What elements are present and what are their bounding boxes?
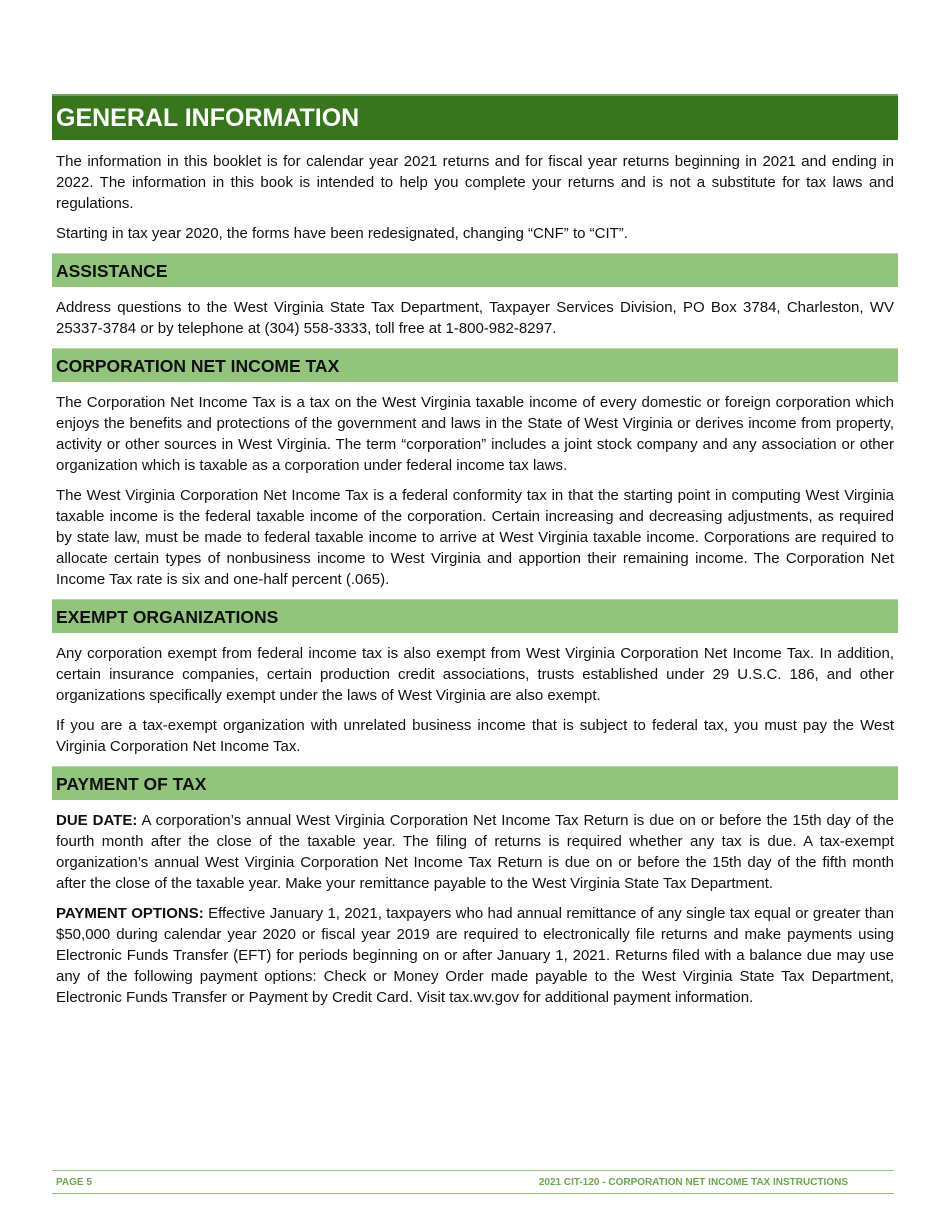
document-title-footer: 2021 CIT-120 - CORPORATION NET INCOME TAX INSTRUCTIONS <box>538 1177 848 1188</box>
due-date-paragraph <box>52 810 898 894</box>
document-page <box>52 94 898 1008</box>
cnit-paragraph-1: The Corporation Net Income Tax is a tax on the West Virginia taxable income of every domestic or foreign corporation which enjoys the benefits and protections of the government and laws in the State of West Virginia or derives income from property, activity or other sources in West Virginia. The term “corporation” includes a joint stock company and any association or other organization which is taxable as a corporation under federal income tax laws. <box>56 394 894 474</box>
payment-options-paragraph <box>52 903 898 1008</box>
page-number: PAGE 5 <box>56 1177 92 1188</box>
section-heading-assistance: ASSISTANCE <box>52 253 898 287</box>
payment-options-label: PAYMENT OPTIONS: <box>56 905 204 922</box>
cnit-paragraph-2: The West Virginia Corporation Net Income Tax is a federal conformity tax in that the starting point in computing West Virginia taxable income is the federal taxable income of the corporation. Certain increasing and decreasing adjustments, as required by state law, must be made to federal taxable income to arrive at West Virginia taxable income. Corporations are required to allocate certain types of nonbusiness income to West Virginia and apportion their remaining income. The Corporation Net Income Tax rate is six and one-half percent (.065). <box>56 487 894 588</box>
section-heading-corporation-net-income-tax: CORPORATION NET INCOME TAX <box>52 348 898 382</box>
page-footer <box>52 1170 894 1194</box>
intro-paragraph-1: The information in this booklet is for calendar year 2021 returns and for fiscal year returns beginning in 2021 and ending in 2022. The information in this book is intended to help you complete your returns and is not a substitute for tax laws and regulations. <box>56 153 894 212</box>
due-date-label: DUE DATE: <box>56 812 138 829</box>
intro-paragraph-2: Starting in tax year 2020, the forms have been redesignated, changing “CNF” to “CIT”. <box>56 225 628 242</box>
section-heading-exempt-organizations: EXEMPT ORGANIZATIONS <box>52 599 898 633</box>
exempt-paragraph-1: Any corporation exempt from federal income tax is also exempt from West Virginia Corporation Net Income Tax. In addition, certain insurance companies, certain production credit associations, trusts established under 29 U.S.C. 186, and other organizations specifically exempt under the laws of West Virginia are also exempt. <box>56 645 894 704</box>
assistance-paragraph: Address questions to the West Virginia State Tax Department, Taxpayer Services Division, PO Box 3784, Charleston, WV 25337-3784 or by telephone at (304) 558-3333, toll free at 1-800-982-8297. <box>56 299 894 337</box>
payment-options-text: Effective January 1, 2021, taxpayers who had annual remittance of any single tax equal or greater than $50,000 during calendar year 2020 or fiscal year 2019 are required to electronically file returns and make payments using Electronic Funds Transfer (EFT) for periods beginning on or after January 1, 2021. Returns filed with a balance due may use any of the following payment options: Check or Money Order made payable to the West Virginia State Tax Department, Electronic Funds Transfer or Payment by Credit Card. Visit tax.wv.gov for additional payment information. <box>56 905 894 1006</box>
section-heading-payment-of-tax: PAYMENT OF TAX <box>52 766 898 800</box>
page-title: GENERAL INFORMATION <box>52 94 898 140</box>
exempt-paragraph-2: If you are a tax-exempt organization with unrelated business income that is subject to federal tax, you must pay the West Virginia Corporation Net Income Tax. <box>56 717 894 755</box>
due-date-text: A corporation’s annual West Virginia Corporation Net Income Tax Return is due on or before the 15th day of the fourth month after the close of the taxable year. The filing of returns is required whether any tax is due. A tax-exempt organization’s annual West Virginia Corporation Net Income Tax Return is due on or before the 15th day of the fifth month after the close of the taxable year. Make your remittance payable to the West Virginia State Tax Department. <box>56 812 894 892</box>
